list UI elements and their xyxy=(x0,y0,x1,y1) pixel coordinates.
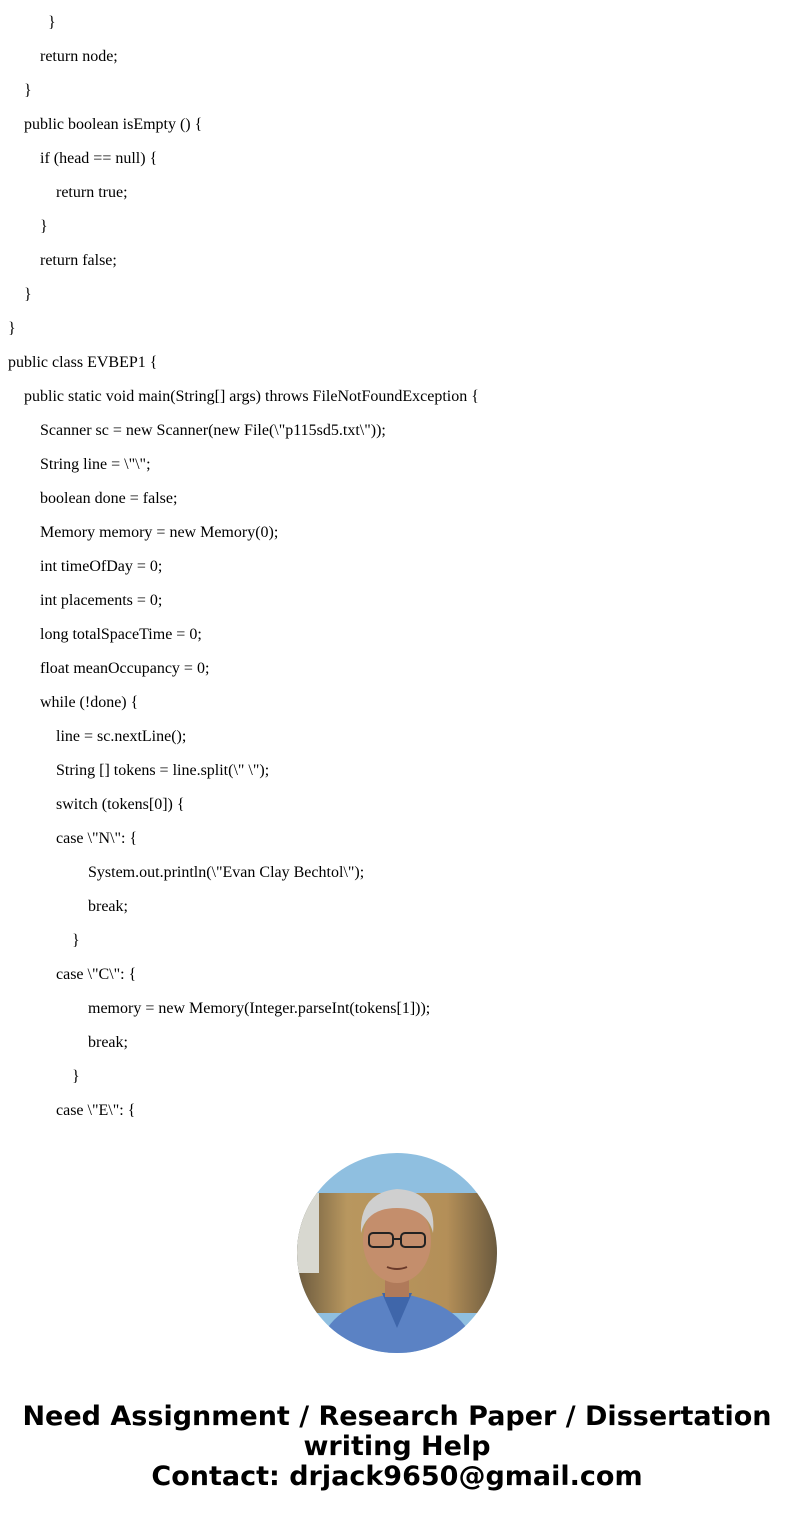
code-line: memory = new Memory(Integer.parseInt(tokens[1])); xyxy=(88,1000,431,1017)
code-line: String line = \"\"; xyxy=(40,456,151,473)
code-line: if (head == null) { xyxy=(40,150,158,167)
code-line: int placements = 0; xyxy=(40,592,163,609)
code-line: return false; xyxy=(40,252,117,269)
footer-contact-email[interactable]: Contact: drjack9650@gmail.com xyxy=(151,1461,643,1492)
code-line: break; xyxy=(88,1034,128,1051)
code-line: } xyxy=(24,286,32,303)
code-line: } xyxy=(72,1068,80,1085)
code-line: case \"C\": { xyxy=(56,966,137,983)
code-line: public static void main(String[] args) throws FileNotFoundException { xyxy=(24,388,479,405)
code-line: return true; xyxy=(56,184,128,201)
code-line: switch (tokens[0]) { xyxy=(56,796,185,813)
code-line: int timeOfDay = 0; xyxy=(40,558,163,575)
person-portrait-icon xyxy=(297,1153,497,1353)
code-line: case \"N\": { xyxy=(56,830,138,847)
code-line: } xyxy=(8,320,16,337)
footer-line-1: Need Assignment / Research Paper / Dissertation xyxy=(22,1401,772,1432)
code-line: Memory memory = new Memory(0); xyxy=(40,524,279,541)
code-line: String [] tokens = line.split(\" \"); xyxy=(56,762,270,779)
code-line: Scanner sc = new Scanner(new File(\"p115sd5.txt\")); xyxy=(40,422,386,439)
author-avatar xyxy=(297,1153,497,1353)
code-line: float meanOccupancy = 0; xyxy=(40,660,210,677)
code-line: long totalSpaceTime = 0; xyxy=(40,626,202,643)
code-line: line = sc.nextLine(); xyxy=(56,728,187,745)
code-line: public boolean isEmpty () { xyxy=(24,116,203,133)
code-line: System.out.println(\"Evan Clay Bechtol\"); xyxy=(88,864,365,881)
code-line: case \"E\": { xyxy=(56,1102,136,1119)
code-line: public class EVBEP1 { xyxy=(8,354,158,371)
code-line: break; xyxy=(88,898,128,915)
footer-contact xyxy=(0,1402,794,1492)
footer-line-2: writing Help xyxy=(303,1431,491,1462)
code-line: } xyxy=(48,14,56,31)
code-line: while (!done) { xyxy=(40,694,139,711)
code-line: } xyxy=(40,218,48,235)
code-line: boolean done = false; xyxy=(40,490,178,507)
code-line: } xyxy=(24,82,32,99)
code-line: return node; xyxy=(40,48,118,65)
code-line: } xyxy=(72,932,80,949)
